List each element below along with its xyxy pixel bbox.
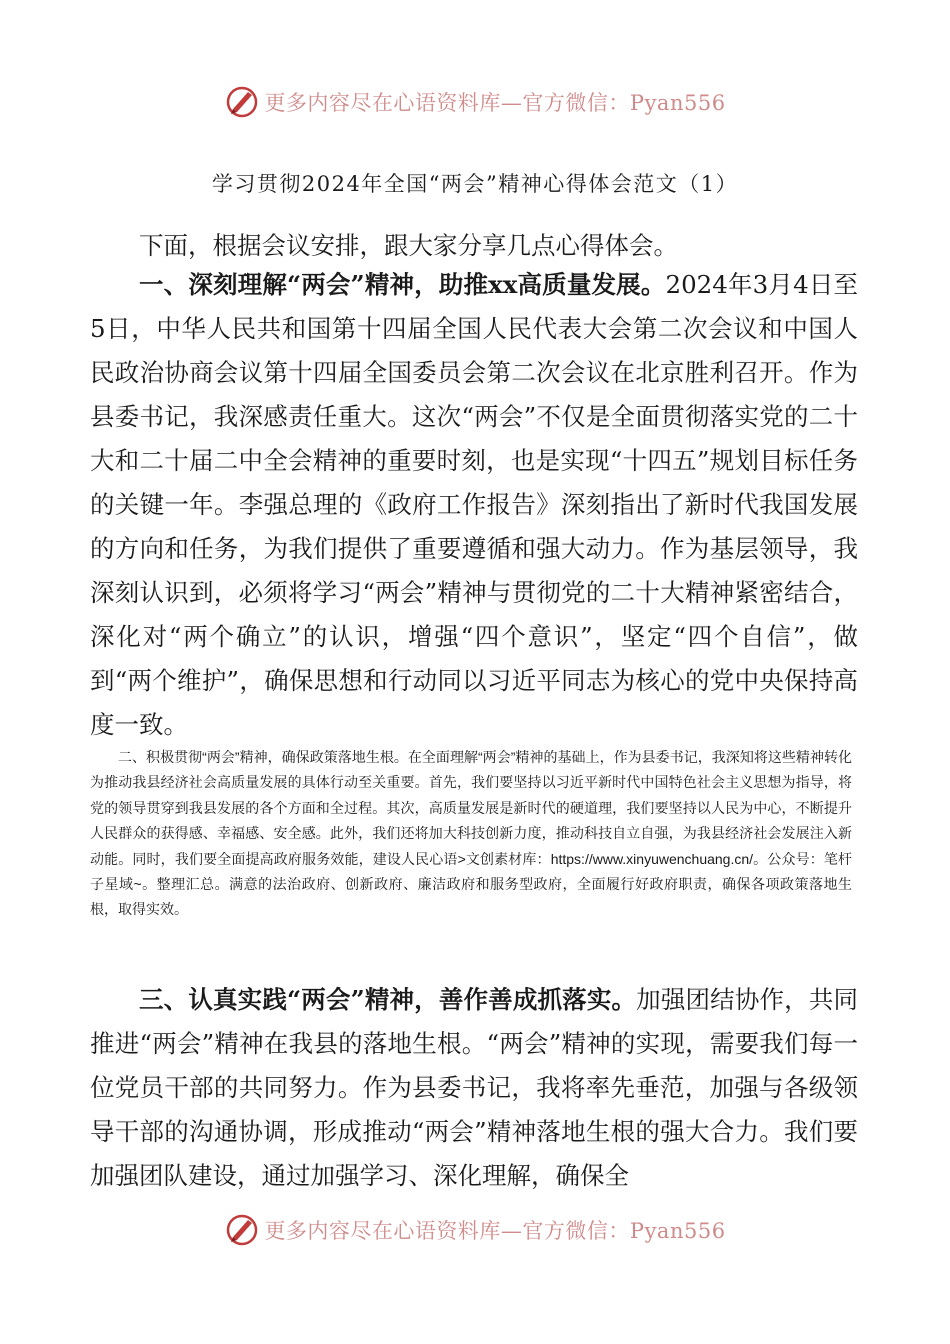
section1-body: 2024年3月4日至5日，中华人民共和国第十四届全国人民代表大会第二次会议和中国人民政治协商会议第十四届全国委员会第二次会议在北京胜利召开。作为县委书记，我深感责任重大。这次“两会”不仅是全面贯彻落实党的二十大和二十届二中全会精神的重要时刻，也是实现“十四五”规划目标任务的关键一年。李强总理的《政府工作报告》深刻指出了新时代我国发展的方向和任务，为我们提供了重要遵循和强大动力。作为基层领导，我深刻认识到，必须将学习“两会”精神与贯彻党的二十大精神紧密结合，深化对“两个确立”的认识，增强“四个意识”，坚定“四个自信”，做到“两个维护”，确保思想和行动同以习近平同志为核心的党中央保持高度一致。	[90, 270, 858, 739]
section3-body: 加强团结协作，共同推进“两会”精神在我县的落地生根。“两会”精神的实现，需要我们每一位党员干部的共同努力。作为县委书记，我将率先垂范，加强与各级领导干部的沟通协调，形成推动“两会”精神落地生根的强大合力。我们要加强团队建设，通过加强学习、深化理解，确保全	[90, 985, 858, 1190]
watermark-text: 更多内容尽在心语资料库—官方微信：Pyan556	[264, 91, 726, 115]
header-watermark-banner	[0, 82, 950, 122]
watermark-text: 更多内容尽在心语资料库—官方微信：Pyan556	[264, 1219, 726, 1243]
intro-paragraph	[90, 224, 858, 268]
section1-heading: 一、深刻理解“两会”精神，助推xx高质量发展。	[139, 270, 666, 299]
pen-circle-icon	[224, 1212, 260, 1248]
section3-heading: 三、认真实践“两会”精神，善作善成抓落实。	[139, 985, 637, 1014]
footer-watermark-banner	[0, 1210, 950, 1250]
pen-circle-icon	[224, 84, 260, 120]
intro-text: 下面，根据会议安排，跟大家分享几点心得体会。	[139, 231, 678, 260]
section3-paragraph	[90, 978, 858, 1198]
section2-text: 二、积极贯彻“两会”精神，确保政策落地生根。在全面理解“两会”精神的基础上，作为县委书记，我深知将这些精神转化为推动我县经济社会高质量发展的具体行动至关重要。首先，我们要坚持以习近平新时代中国特色社会主义思想为指导，将党的领导贯穿到我县发展的各个方面和全过程。其次，高质量发展是新时代的硬道理，我们要坚持以人民为中心，不断提升人民群众的获得感、幸福感、安全感。此外，我们还将加大科技创新力度，推动科技自立自强，为我县经济社会发展注入新动能。同时，我们要全面提高政府服务效能，建设人民心语>文创素材库：https://www.xinyuwenchuang.cn/。公众号：笔杆子星域~。整理汇总。满意的法治政府、创新政府、廉洁政府和服务型政府，全面履行好政府职责，确保各项政策落地生根，取得实效。	[90, 749, 852, 918]
section2-paragraph	[90, 745, 852, 923]
section1-paragraph	[90, 263, 858, 747]
document-title: 学习贯彻2024年全国“两会”精神心得体会范文（1）	[211, 172, 739, 196]
